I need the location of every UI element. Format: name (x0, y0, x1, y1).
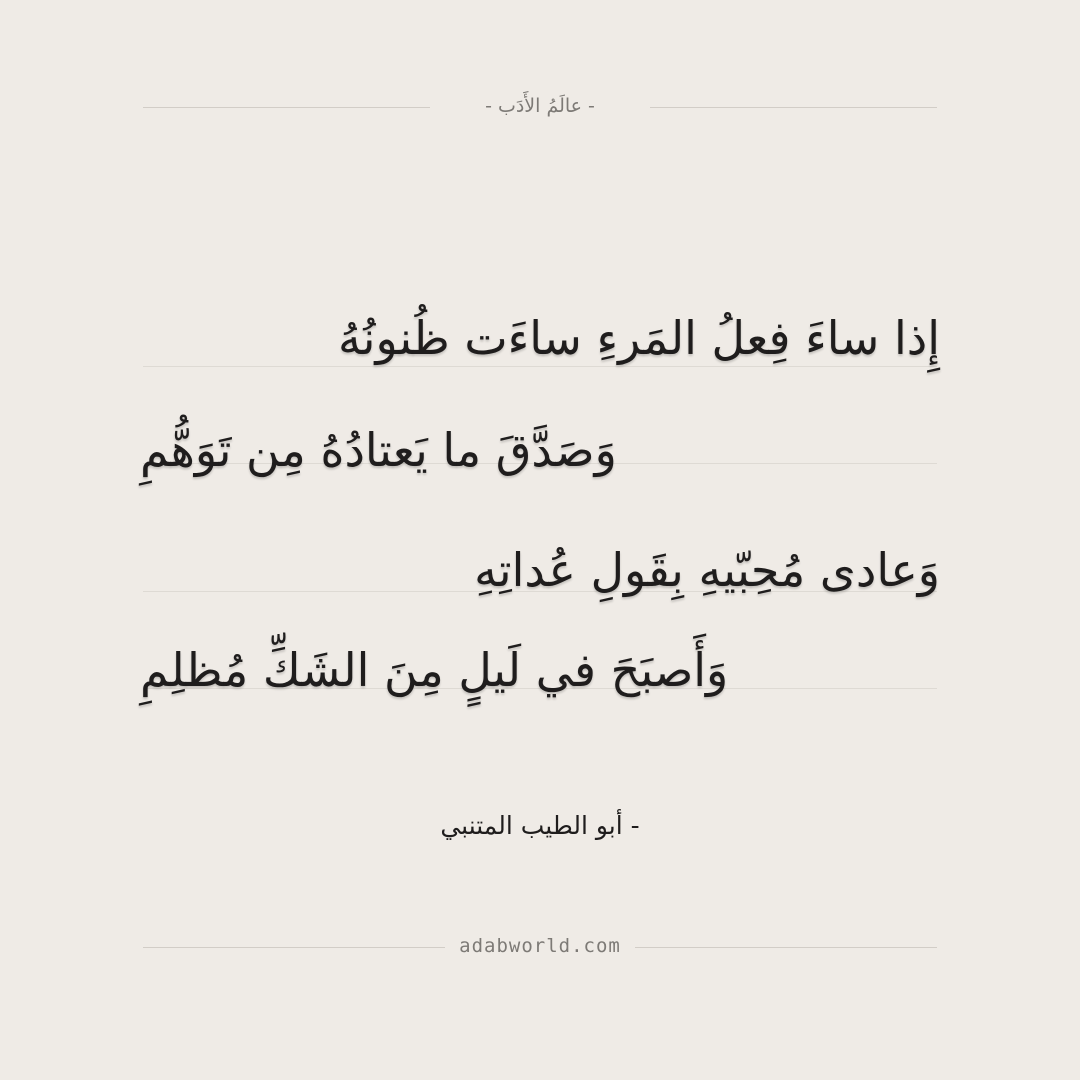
poet-name: - أبو الطيب المتنبي (440, 811, 640, 840)
verse-1-second-hemistich: وَصَدَّقَ ما يَعتادُهُ مِن تَوَهُّمِ (140, 423, 617, 477)
site-url[interactable]: adabworld.com (445, 932, 635, 960)
brand-title (0, 92, 1080, 120)
verse-1-first-hemistich: إِذا ساءَ فِعلُ المَرءِ ساءَت ظُنونُهُ (338, 311, 940, 365)
verse-2-first-hemistich: وَعادى مُحِبّيهِ بِقَولِ عُداتِهِ (474, 543, 940, 597)
verse-2-second-hemistich: وَأَصبَحَ في لَيلٍ مِنَ الشَكِّ مُظلِمِ (140, 643, 729, 697)
brand-label: - عالَمُ الأَدَب - (467, 92, 613, 120)
site-footer (0, 932, 1080, 960)
